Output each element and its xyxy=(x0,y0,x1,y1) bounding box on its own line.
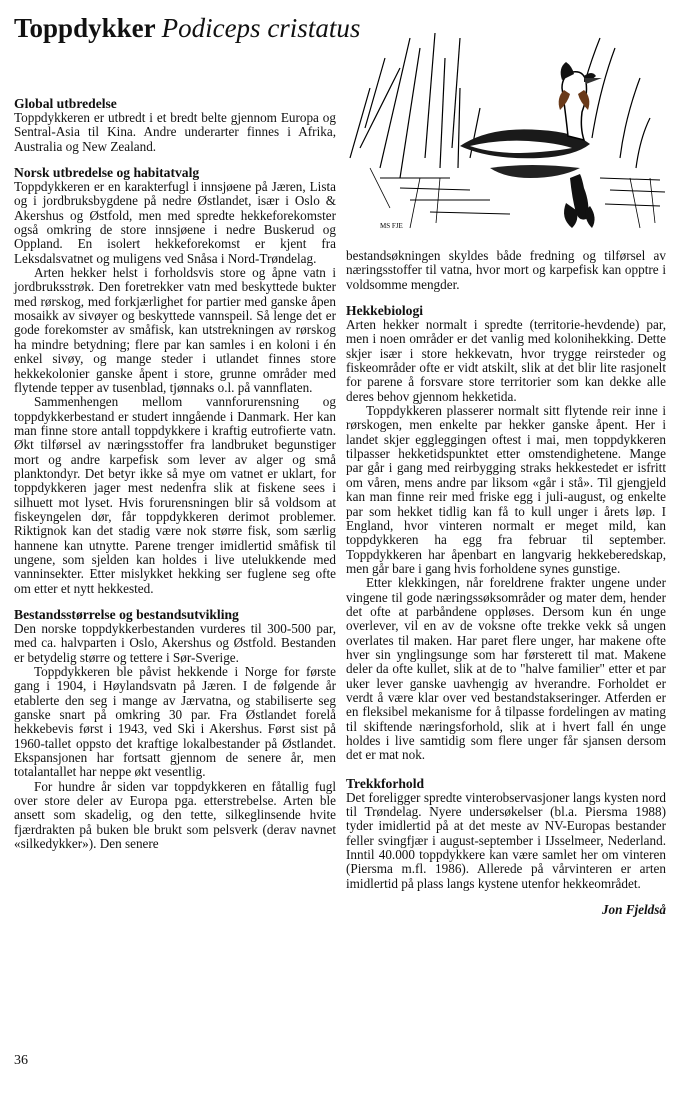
author: Jon Fjeldså xyxy=(601,902,666,918)
water-reflection xyxy=(370,165,665,228)
reed-1 xyxy=(380,38,410,168)
paragraph: Det foreligger spredte vinterobservasjoner langs kysten nord til Trøndelag. Nyere undersøkelser (bl.a. Piersma 1988) tyder imidlertid på at det meste av NV-Europas bestander feller svingfjær i august-september i IJsselmeer, Nederland. Inntil 40.000 toppdykkere kan være samlet her om vinteren (Piersma m.fl. 1986). Allerede på vårvinteren er arten imidlertid på plass langs kystene utenfor hekkeområdet. xyxy=(346,789,666,891)
grebe-bird xyxy=(460,62,602,158)
paragraph: For hundre år siden var toppdykkeren en fåtallig fugl over store deler av Europa pga. etterstrebelse. Arten ble ansett som skadelig, og den tette, silkeglinsende hvite fjærdrakten på buken ble brukt som pelsverk (derav navnet «silkedykker»). Den senere xyxy=(14,778,336,852)
paragraph: Arten hekker normalt i spredte (territorie-hevdende) par, men i noen områder er det vanlig med kolonihekking. Dette skjer især i store hekkevatn, hvor trygge reirsteder og fiskeområder ofte er vidt atskilt, slik at det blir lite rasjonelt for parene å forsvare store territorier som kan dekke alle deres behov gjennom hekketida. xyxy=(346,317,666,404)
heading-bestand: Bestandsstørrelse og bestandsutvikling xyxy=(14,607,239,622)
right-column xyxy=(346,249,666,917)
heading-global: Global utbredelse xyxy=(14,96,117,111)
paragraph: Toppdykkeren er en karakterfugl i innsjøene på Jæren, Lista og i jordbruksbygdene på nedre Østlandet, især i Oslo & Akershus og Østfold, men med spredte hekkeforekomster også omkring de store innsjøene i nedre Buskerud og Oppland. En isolert hekkeforekomst er kjent fra Leksdalsvatnet og muligens ved Snåsa i Nord-Trøndelag. xyxy=(14,179,336,266)
page-number: 36 xyxy=(14,1053,28,1068)
grebe-illustration xyxy=(340,28,670,243)
page-title xyxy=(14,12,360,44)
paragraph: Etter klekkingen, når foreldrene frakter ungene under vingene til gode næringssøksområder og mater dem, hender det ofte at parbåndene oppløses. Dersom kun én unge overlever, vil en av de voksne ofte trekke vekk så ungen overlates til maken. Har paret flere unger, har makene ofte hver sin ynglingsunge som har førsterett til mat. Makene deler da ofte kullet, slik at de to "halve familier" etter et par uker lever ganske uavhengig av hverandre. Forholdet er verdt å være klar over ved bestandstakseringer. Atferden er en fleksibel mekanisme for å tilpasse fordelingen av mating til skiftende næringsforhold, slik at i hvert fall én unge holdes i live samtidig som flere unger får sjansen dersom det er mat nok. xyxy=(346,575,666,763)
paragraph: Arten hekker helst i forholdsvis store og åpne vatn i jordbruksstrøk. Den foretrekker vatn med beskyttede bukter med rørskog, med forkjærlighet for partier med ganske åpen mosaikk av sivøyer og beskyttede vannspeil. Så lenge det er gode forekomster av småfisk, kan utstrekningen av rørskog ha mindre betydning; flere par kan samles i en koloni i én enkel sivøy, og mange steder i utlandet finnes store hekkekolonier ganske åpent i store, grunne områder med flytende tepper av tusenblad, tjønnaks o.l. på vannflaten. xyxy=(14,265,336,395)
paragraph-continuation: bestandsøkningen skyldes både fredning og tilførsel av næringsstoffer til vatna, hvor mort og karpefisk kan opptre i voldsomme mengder. xyxy=(346,248,666,292)
paragraph: Toppdykkeren er utbredt i et bredt belte gjennom Europa og Sentral-Asia til Kina. Andre underarter finnes i Afrika, Australia og New Zealand. xyxy=(14,110,336,154)
title-latin: Podiceps cristatus xyxy=(161,13,361,43)
left-column xyxy=(14,96,336,852)
paragraph: Den norske toppdykkerbestanden vurderes til 300-500 par, med ca. halvparten i Oslo, Akershus og Østfold. Bestanden er betydelig større og tettere i Sør-Sverige. xyxy=(14,621,336,665)
paragraph: Toppdykkeren plasserer normalt sitt flytende reir inne i rørskogen, men enkelte par hekker ganske åpent. Her i landet skjer eggleggingen oftest i mai, men toppdykkeren tilpasser hekketidspunktet etter omstendighetene. Mange par går i gang med reirbygging straks hekkestedet er isfritt om våren, mens andre par liksom «går i stå». Til gjengjeld kan man finne reir med friske egg i juli-august, og enkelte par som hekket tidlig kan få to kull unger i årets løp. I England, hvor vinteren normalt er meget mild, kan toppdykkeren ha egg fra februar til september. Toppdykkeren har åpenbart en langvarig hekkeberedskap, men går bare i gang hvis forholdene synes gunstige. xyxy=(346,403,666,576)
heading-trekk: Trekkforhold xyxy=(346,775,425,791)
paragraph: Sammenhengen mellom vannforurensning og toppdykkerbestand er studert inngående i Danmark. Her kan man finne store antall toppdykkere i kraftig eutrofierte vatn. Økt tilførsel av næringsstoffer fra landbruket begunstiger mort og andre karpefisk som lever av alger og små planktondyr. Det betyr ikke så mye om vatnet er uklart, for toppdykkeren jager mest nedenfra slik at fiskene sees i silhuett mot lyset. Hvis forurensningen blir så voldsom at fiskeyngelen dør, får toppdykkeren derimot problemer. Riktignok kan det stadig være nok større fisk, som særlig hannene kan utnytte. Parene trenger imidlertid småfisk til ungene, som sjelden kan holdes i live utelukkende med vanninsekter. Etter mislykket hekking ser fuglene seg ofte om etter et nytt hekkested. xyxy=(14,394,336,596)
illustration-signature: MS FJE xyxy=(380,222,403,230)
heading-hekkebiologi: Hekkebiologi xyxy=(346,303,424,319)
heading-norsk: Norsk utbredelse og habitatvalg xyxy=(14,165,200,181)
paragraph: Toppdykkeren ble påvist hekkende i Norge for første gang i 1904, i Høylandsvatn på Jæren. I de følgende år etablerte den seg i mange av Jærvatna, og stabiliserte seg ganske snart på omkring 30 par. Fra Østlandet forelå hekkebevis først i 1943, ved Ski i Akershus. Først sist på 1960-tallet oppsto det kraftige lokalbestander på Østlandet. Ekspansjonen har fortsatt gjennom de senere år, men totalantallet har neppe økt vesentlig. xyxy=(14,664,336,780)
title-main: Toppdykker xyxy=(14,13,156,43)
